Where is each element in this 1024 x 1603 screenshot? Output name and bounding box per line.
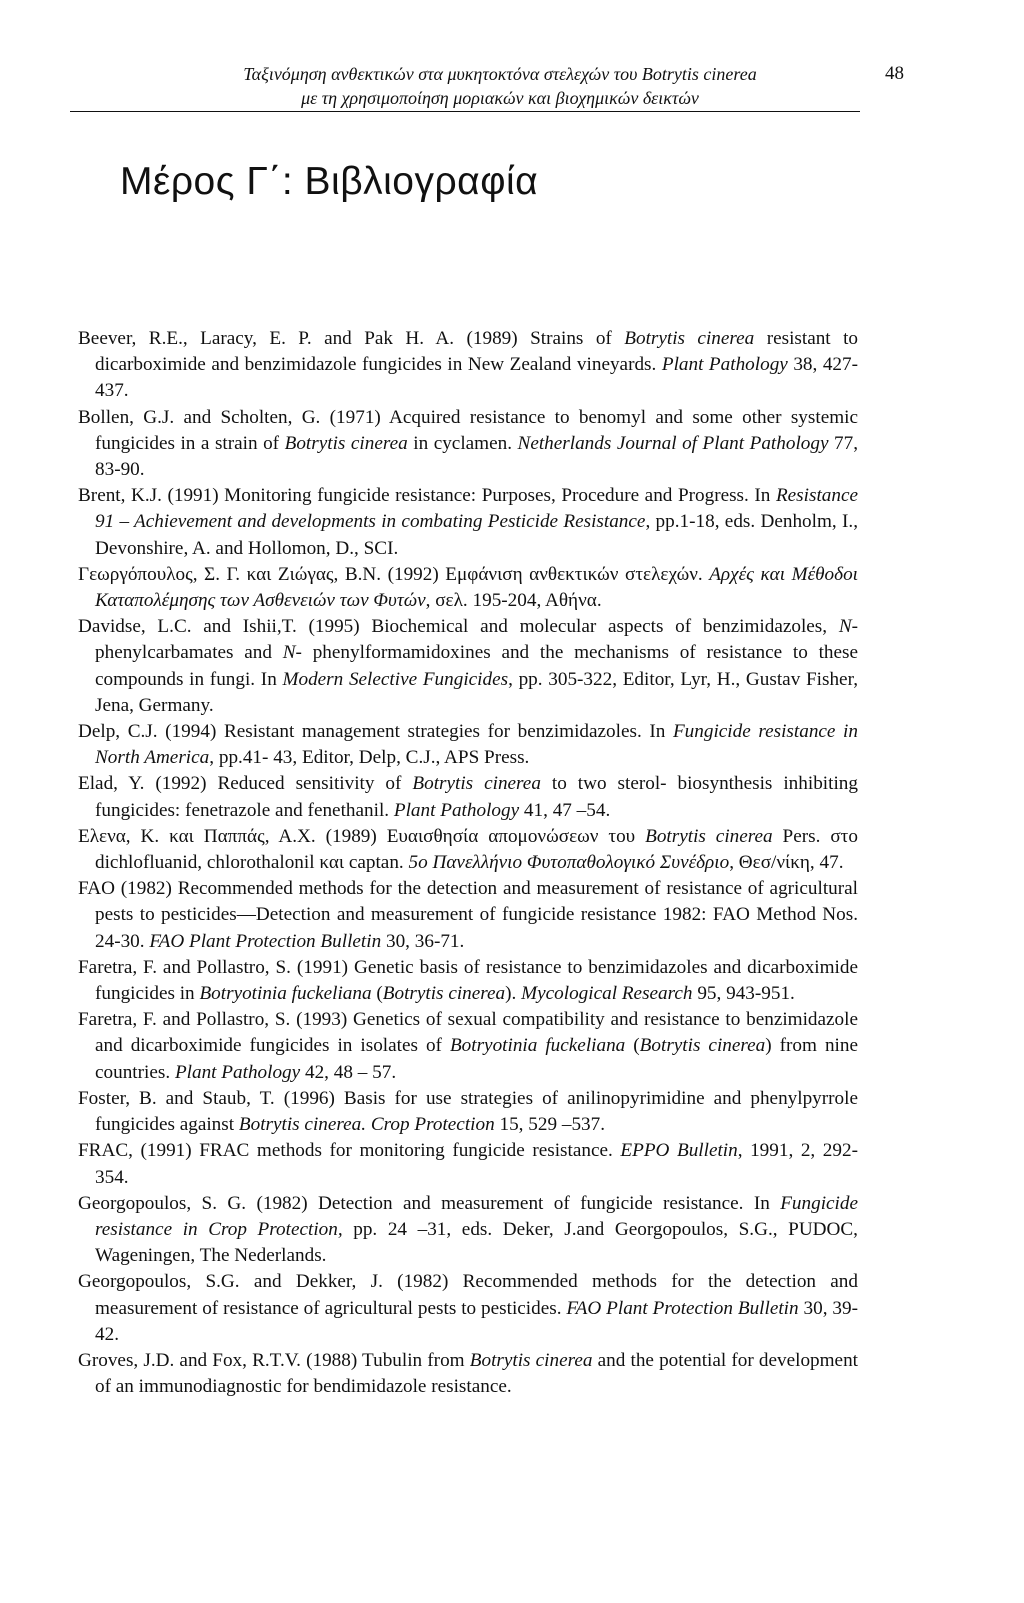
reference-text: in cyclamen. [407, 432, 518, 454]
reference-text: Brent, K.J. (1991) Monitoring fungicide resistance: Purposes, Procedure and Progress. In [78, 485, 776, 507]
reference-italic-text: Resistance 91 – Achievement and developments in combating Pesticide Resistance [95, 485, 858, 533]
reference-text: , Θεσ/νίκη, 47. [729, 852, 844, 874]
reference-entry [78, 483, 858, 562]
reference-text: Davidse, L.C. and Ishii,T. (1995) Biochemical and molecular aspects of benzimidazoles, [78, 616, 839, 638]
reference-italic-text: Botrytis cinerea [284, 432, 408, 454]
reference-text: Georgopoulos, S. G. (1982) Detection and measurement of fungicide resistance. In [78, 1192, 781, 1214]
reference-text: Ελενα, Κ. και Παππάς, Α.Χ. (1989) Ευαισθησία απομονώσεων του [78, 825, 646, 847]
reference-text: phenylformamidoxines and the mechanisms of resistance to these compounds in fungi. In [95, 642, 858, 690]
reference-entry [78, 1269, 858, 1348]
reference-text: ( [625, 1035, 640, 1057]
reference-italic-text: FAO Plant Protection Bulletin [566, 1297, 799, 1319]
reference-text: Faretra, F. and Pollastro, S. (1991) Genetic basis of resistance to benzimidazoles and dicarboximide fungicides in [78, 956, 858, 1005]
reference-text: 41, 47 –54. [519, 799, 611, 821]
reference-italic-text: FAO Plant Protection Bulletin [149, 930, 382, 952]
reference-text: and the potential for development of an immunodiagnostic for bendimidazole resistance. [95, 1349, 858, 1398]
reference-entry [78, 824, 858, 876]
reference-text: 30, 39- 42. [95, 1297, 858, 1345]
header-line-1: Ταξινόμηση ανθεκτικών στα μυκητοκτόνα στελεχών του Botrytis cinerea [243, 64, 757, 84]
reference-text: 77, 83-90. [95, 432, 858, 481]
reference-italic-text: Botryotinia fuckeliana [449, 1035, 626, 1057]
reference-entry [78, 614, 858, 719]
reference-entry [78, 1138, 858, 1190]
header-line-2: με τη χρησιμοποίηση μοριακών και βιοχημικών δεικτών [301, 88, 699, 108]
reference-entry [78, 771, 858, 823]
reference-italic-text: N- [282, 642, 302, 664]
reference-text: , 1991, 2, 292-354. [95, 1140, 858, 1188]
reference-italic-text: Fungicide resistance in North America [95, 721, 858, 769]
reference-text: Foster, B. and Staub, T. (1996) Basis for use strategies of anilinopyrimidine and phenylpyrrole fungicides against [78, 1087, 858, 1136]
reference-text: ( [371, 983, 383, 1005]
reference-text: 15, 529 –537. [494, 1114, 606, 1136]
reference-entry [78, 405, 858, 484]
reference-text: , pp.41- 43, Editor, Delp, C.J., APS Press. [209, 747, 530, 769]
page-number: 48 [885, 63, 904, 84]
reference-entry [78, 1007, 858, 1086]
reference-text: resistant to dicarboximide and benzimidazole fungicides in New Zealand vineyards. [95, 328, 858, 376]
reference-italic-text: Netherlands Journal of Plant Pathology [517, 432, 829, 454]
reference-text: Pers. στο dichlofluanid, chlorothalonil και captan. [95, 825, 858, 874]
reference-text: 38, 427-437. [95, 354, 859, 402]
reference-italic-text: Plant Pathology [174, 1061, 301, 1083]
reference-entry [78, 955, 858, 1007]
reference-text: Beever, R.E., Laracy, E. P. and Pak H. A. (1989) Strains of [78, 328, 625, 349]
reference-text: Groves, J.D. and Fox, R.T.V. (1988) Tubulin from [78, 1349, 470, 1371]
reference-text: FAO (1982) Recommended methods for the detection and measurement of resistance of agricultural pests to pesticides—Detection and measurement of fungicide resistance 1982: FAO Method Nos. 24-30. [78, 878, 858, 952]
reference-entry [78, 1086, 858, 1138]
reference-italic-text: Plant Pathology [661, 354, 788, 376]
reference-italic-text: Botryotinia fuckeliana [199, 983, 372, 1005]
reference-entry [78, 326, 858, 405]
reference-text: Delp, C.J. (1994) Resistant management strategies for benzimidazoles. In [78, 721, 673, 743]
reference-text: pp. 24 –31, eds. Deker, J.and Georgopoulos, S.G., PUDOC, Wageningen, The Nederlands. [95, 1218, 858, 1267]
reference-text: 95, 943-951. [692, 983, 795, 1005]
reference-text: ). [505, 983, 522, 1005]
page-title: Μέρος Γ΄: Βιβλιογραφία [120, 160, 539, 203]
reference-text: , σελ. 195-204, Αθήνα. [425, 590, 602, 612]
reference-text: 30, 36-71. [381, 930, 465, 952]
running-header [70, 62, 904, 112]
reference-text: ) from nine countries. [95, 1035, 858, 1083]
reference-text: FRAC, (1991) FRAC methods for monitoring fungicide resistance. [78, 1140, 621, 1162]
reference-entry [78, 1191, 858, 1270]
reference-italic-text: Fungicide resistance in Crop Protection, [95, 1192, 858, 1240]
reference-italic-text: Mycological Research [521, 983, 693, 1005]
reference-italic-text: Botrytis cinerea [412, 773, 541, 795]
reference-italic-text: Botrytis cinerea [382, 983, 506, 1005]
reference-text: Γεωργόπουλος, Σ. Γ. και Ζιώγας, Β.Ν. (1992) Εμφάνιση ανθεκτικών στελεχών. [78, 563, 710, 585]
reference-text: Georgopoulos, S.G. and Dekker, J. (1982) Recommended methods for the detection and measurement of resistance of agricultural pests to pesticides. [78, 1271, 858, 1319]
reference-list [78, 326, 858, 1400]
reference-text: Bollen, G.J. and Scholten, G. (1971) Acquired resistance to benomyl and some other systemic fungicides in a strain of [78, 406, 858, 454]
reference-italic-text: N- [838, 616, 858, 638]
reference-text: 42, 48 – 57. [300, 1061, 397, 1083]
reference-entry [78, 719, 858, 771]
reference-text: Elad, Y. (1992) Reduced sensitivity of [78, 773, 413, 795]
reference-italic-text: Crop Protection [370, 1114, 495, 1136]
reference-text: phenylcarbamates and [95, 642, 283, 664]
reference-entry [78, 1348, 858, 1400]
reference-entry [78, 876, 858, 955]
reference-italic-text: Modern Selective Fungicides [282, 668, 509, 690]
reference-italic-text: Botrytis cinerea [624, 328, 755, 349]
reference-text: , pp.1-18, eds. Denholm, I., Devonshire, A. and Hollomon, D., SCI. [95, 511, 858, 559]
reference-italic-text: Botrytis cinerea [469, 1349, 593, 1371]
reference-italic-text: EPPO Bulletin [620, 1140, 738, 1162]
reference-italic-text: Plant Pathology [393, 799, 520, 821]
reference-text: , pp. 305-322, Editor, Lyr, H., Gustav Fisher, Jena, Germany. [95, 668, 858, 716]
reference-entry [78, 562, 858, 614]
reference-italic-text: Botrytis cinerea. [238, 1114, 367, 1136]
reference-italic-text: Botrytis cinerea [639, 1035, 766, 1057]
reference-text: to two sterol- biosynthesis inhibiting fungicides: fenetrazole and fenethanil. [95, 773, 858, 821]
reference-italic-text: 5ο Πανελλήνιο Φυτοπαθολογικό Συνέδριο [408, 852, 730, 874]
reference-italic-text: Αρχές και Μέθοδοι Καταπολέμησης των Ασθενειών των Φυτών [95, 563, 858, 612]
reference-italic-text: Botrytis cinerea [645, 825, 773, 847]
reference-text: Faretra, F. and Pollastro, S. (1993) Genetics of sexual compatibility and resistance to benzimidazole and dicarboximide fungicides in isolates of [78, 1009, 858, 1057]
